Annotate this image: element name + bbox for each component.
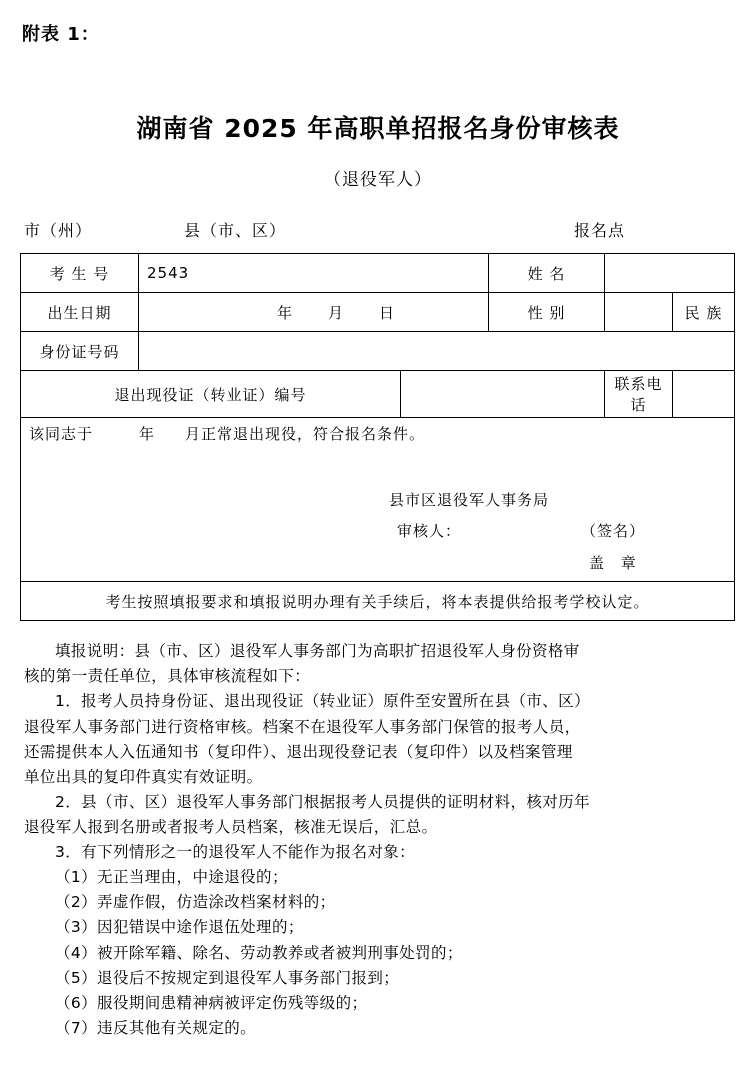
region-site-label: 报名点 bbox=[574, 221, 626, 241]
table-row bbox=[21, 254, 735, 293]
nation-label: 民 族 bbox=[673, 293, 735, 332]
birth-month-unit: 月 bbox=[327, 303, 345, 322]
id-number-value[interactable] bbox=[139, 332, 735, 371]
instruction-line: 退役军人报到名册或者报考人员档案，核准无误后，汇总。 bbox=[24, 817, 438, 836]
instruction-line: 退役军人事务部门进行资格审核。档案不在退役军人事务部门保管的报考人员， bbox=[24, 717, 581, 736]
instruction-line: 3．有下列情形之一的退役军人不能作为报名对象： bbox=[55, 843, 416, 862]
reviewer-line bbox=[389, 516, 726, 548]
instruction-line: 还需提供本人入伍通知书（复印件）、退出现役登记表（复印件）以及档案管理 bbox=[24, 742, 573, 761]
retire-cert-value[interactable] bbox=[401, 371, 605, 418]
instruction-line: 填报说明：县（市、区）退役军人事务部门为高职扩招退役军人身份资格审 bbox=[55, 642, 580, 661]
instruction-line: （2）弄虚作假，仿造涂改档案材料的； bbox=[55, 893, 336, 912]
phone-value[interactable] bbox=[673, 371, 735, 418]
instruction-line: 核的第一责任单位，具体审核流程如下： bbox=[24, 667, 311, 686]
name-label: 姓 名 bbox=[489, 254, 605, 293]
signature-hint: （签名） bbox=[581, 522, 646, 541]
name-value[interactable] bbox=[605, 254, 735, 293]
instruction-line: （6）服役期间患精神病被评定伤残等级的； bbox=[55, 993, 368, 1012]
instruction-line: 单位出具的复印件真实有效证明。 bbox=[24, 767, 263, 786]
table-row bbox=[21, 371, 735, 418]
table-row bbox=[21, 418, 735, 582]
signature-block bbox=[29, 485, 726, 580]
statement-line bbox=[29, 420, 726, 449]
region-county-label: 县（市、区） bbox=[184, 221, 287, 241]
gender-label: 性 别 bbox=[489, 293, 605, 332]
exam-no-value[interactable]: 2543 bbox=[139, 254, 489, 293]
statement-month-unit: 月正常退出现役，符合报名条件。 bbox=[185, 425, 426, 444]
attachment-label: 附表 1： bbox=[22, 24, 100, 45]
birth-year-unit: 年 bbox=[276, 303, 294, 322]
instruction-line: （5）退役后不按规定到退役军人事务部门报到； bbox=[55, 968, 400, 987]
birth-label: 出生日期 bbox=[21, 293, 139, 332]
instruction-line: （3）因犯错误中途作退伍处理的； bbox=[55, 918, 304, 937]
table-footnote: 考生按照填报要求和填报说明办理有关手续后，将本表提供给报考学校认定。 bbox=[21, 582, 735, 621]
id-number-label: 身份证号码 bbox=[21, 332, 139, 371]
statement-prefix: 该同志于 bbox=[29, 425, 94, 444]
identity-review-table bbox=[20, 253, 735, 621]
seal-label: 盖 章 bbox=[589, 553, 642, 572]
instruction-line: （1）无正当理由，中途退役的； bbox=[55, 868, 288, 887]
instructions-block bbox=[20, 639, 736, 1041]
statement-cell bbox=[21, 418, 735, 582]
instruction-line: 1．报考人员持身份证、退出现役证（转业证）原件至安置所在县（市、区） bbox=[55, 692, 590, 711]
instruction-line: 2．县（市、区）退役军人事务部门根据报考人员提供的证明材料，核对历年 bbox=[55, 792, 590, 811]
page-subtitle: （退役军人） bbox=[324, 170, 432, 191]
table-row bbox=[21, 332, 735, 371]
instruction-line: （7）违反其他有关规定的。 bbox=[55, 1018, 257, 1037]
birth-day-unit: 日 bbox=[379, 303, 397, 322]
retire-cert-label: 退出现役证（转业证）编号 bbox=[21, 371, 401, 418]
table-row bbox=[21, 582, 735, 621]
statement-year-unit: 年 bbox=[139, 425, 156, 444]
gender-value[interactable] bbox=[605, 293, 673, 332]
signing-organization: 县市区退役军人事务局 bbox=[389, 490, 550, 509]
instruction-line: （4）被开除军籍、除名、劳动教养或者被判刑事处罚的； bbox=[55, 943, 463, 962]
exam-no-label: 考 生 号 bbox=[21, 254, 139, 293]
phone-label: 联系电话 bbox=[605, 371, 673, 418]
birth-value[interactable] bbox=[139, 293, 489, 332]
table-row bbox=[21, 293, 735, 332]
region-row bbox=[20, 218, 736, 241]
page-title: 湖南省 2025 年高职单招报名身份审核表 bbox=[136, 114, 620, 144]
reviewer-label: 审核人： bbox=[397, 522, 462, 541]
region-city-label: 市（州） bbox=[24, 221, 93, 241]
